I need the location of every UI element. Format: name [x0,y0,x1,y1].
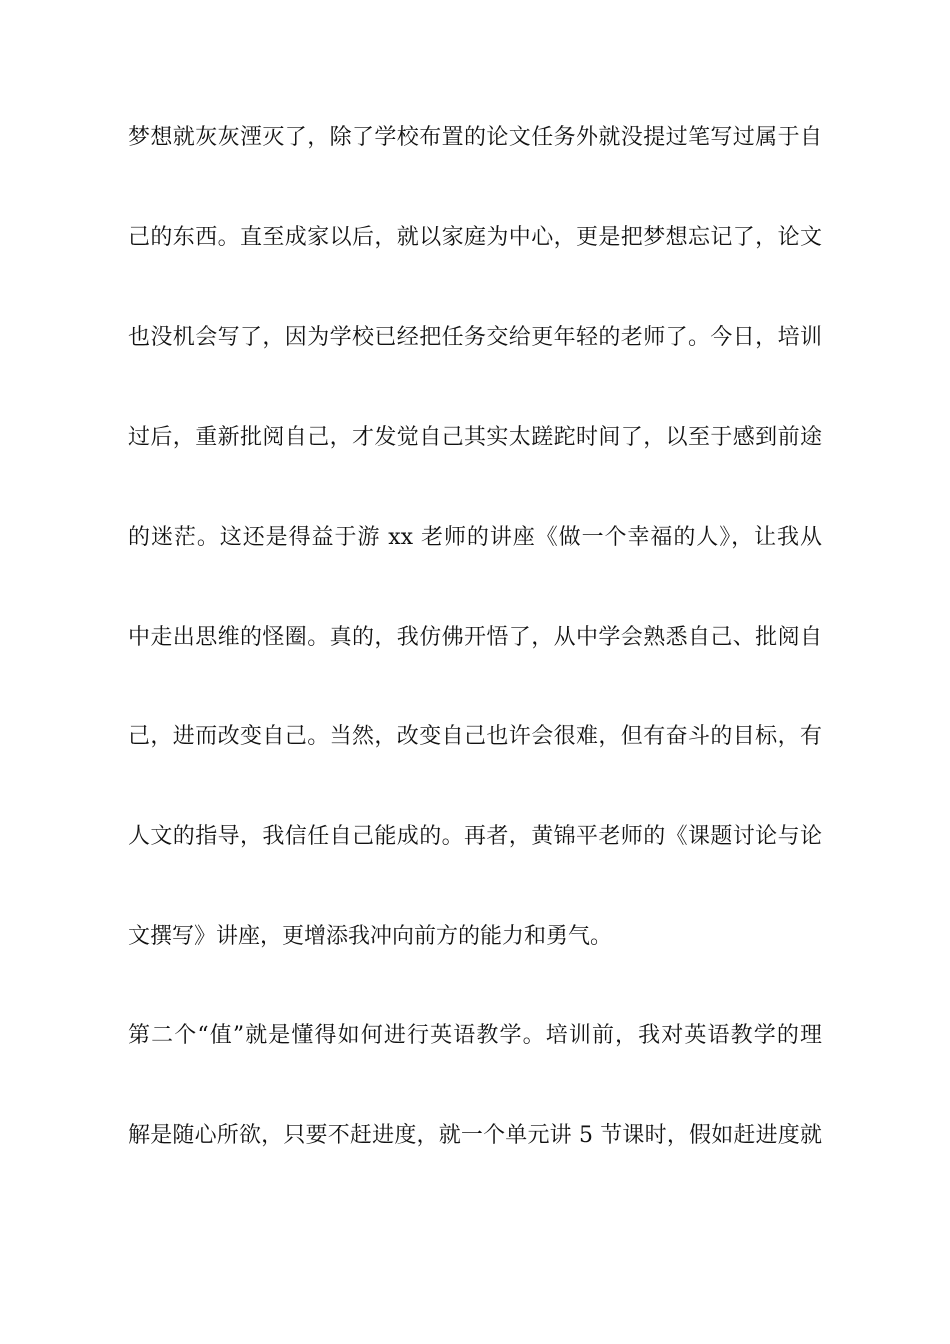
text-line-3: 也没机会写了，因为学校已经把任务交给更年轻的老师了。今日，培训 [128,325,822,350]
text-line-1: 梦想就灰灰湮灭了，除了学校布置的论文任务外就没提过笔写过属于自 [128,125,822,150]
text-line-7: 己，进而改变自己。当然，改变自己也许会很难，但有奋斗的目标，有 [128,724,822,749]
text-line-2: 己的东西。直至成家以后，就以家庭为中心，更是把梦想忘记了，论文 [128,225,822,250]
text-line-11: 解是随心所欲，只要不赶进度，就一个单元讲 5 节课时，假如赶进度就 [128,1123,822,1148]
text-line-10: 第二个“值”就是懂得如何进行英语教学。培训前，我对英语教学的理 [128,1023,822,1048]
text-line-9: 文撰写》讲座，更增添我冲向前方的能力和勇气。 [128,924,613,949]
text-line-6: 中走出思维的怪圈。真的，我仿佛开悟了，从中学会熟悉自己、批阅自 [128,625,822,650]
text-line-5: 的迷茫。这还是得益于游 xx 老师的讲座《做一个幸福的人》，让我从 [128,525,822,550]
text-line-8: 人文的指导，我信任自己能成的。再者，黄锦平老师的《课题讨论与论 [128,824,822,849]
text-line-4: 过后，重新批阅自己，才发觉自己其实太蹉跎时间了，以至于感到前途 [128,425,822,450]
